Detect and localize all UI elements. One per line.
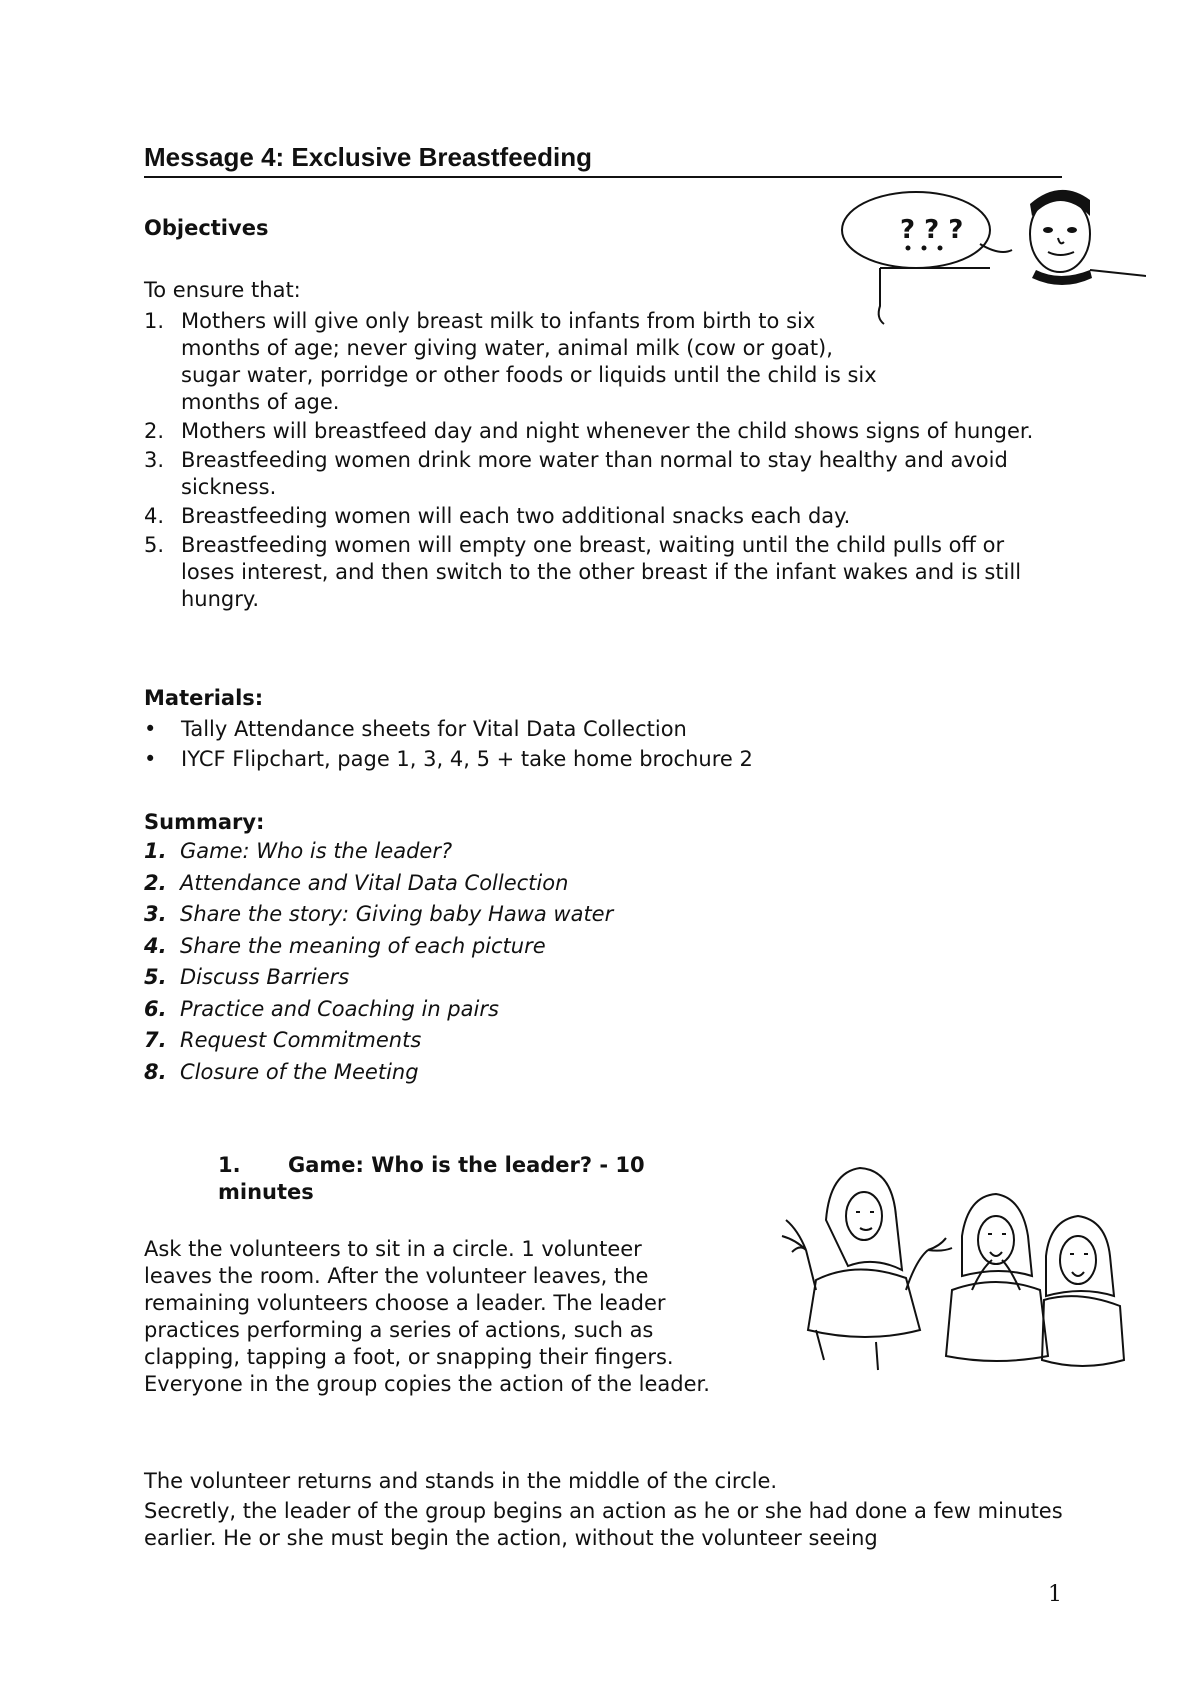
objectives-intro: To ensure that: <box>144 278 301 302</box>
summary-item: 6. Practice and Coaching in pairs <box>144 996 499 1021</box>
objectives-list <box>144 308 1064 615</box>
summary-item: 1. Game: Who is the leader? <box>144 839 453 863</box>
section-paragraph: The volunteer returns and stands in the middle of the circle. <box>144 1469 778 1493</box>
section-heading <box>218 1152 688 1206</box>
summary-item: 4. Share the meaning of each picture <box>144 933 546 958</box>
section-number: 1. <box>218 1153 241 1177</box>
objectives-heading: Objectives <box>144 216 269 240</box>
objective-text: Breastfeeding women will each two additional snacks each day. <box>181 504 851 528</box>
bullet-icon: • <box>144 717 157 741</box>
bullet-icon: • <box>144 747 157 771</box>
objective-text: Breastfeeding women drink more water than normal to stay healthy and avoid sickness. <box>181 448 1008 499</box>
materials-heading: Materials: <box>144 686 264 710</box>
objective-item: 4. Breastfeeding women will each two additional snacks each day. <box>144 504 851 528</box>
section-paragraph: Ask the volunteers to sit in a circle. 1 volunteer leaves the room. After the volunteer leaves, the remaining volunteers choose a leader. The leader practices performing a series of actions, such as clapping, tapping a foot, or snapping their fingers. Everyone in the group copies the action of the leader. <box>144 1237 710 1396</box>
summary-item: 2. Attendance and Vital Data Collection <box>144 870 569 895</box>
summary-item: 3. Share the story: Giving baby Hawa water <box>144 902 614 926</box>
materials-list <box>144 714 1064 774</box>
objective-text: Mothers will give only breast milk to infants from birth to six months of age; never giving water, animal milk (cow or goat), sugar water, porridge or other foods or liquids until the child is six months of age. <box>181 309 877 414</box>
objective-item: 3. Breastfeeding women drink more water than normal to stay healthy and avoid sickness. <box>144 448 1008 499</box>
page-title: Message 4: Exclusive Breastfeeding <box>144 141 1062 178</box>
section-title: Game: Who is the leader? - 10 minutes <box>218 1153 645 1204</box>
objective-text: Mothers will breastfeed day and night whenever the child shows signs of hunger. <box>181 419 1034 443</box>
summary-item: 7. Request Commitments <box>144 1028 422 1052</box>
summary-item: 5. Discuss Barriers <box>144 965 350 989</box>
summary-heading: Summary: <box>144 810 265 834</box>
section-paragraph: Secretly, the leader of the group begins an action as he or she had done a few minutes earlier. He or she must begin the action, without the volunteer seeing <box>144 1499 1063 1550</box>
group-of-women-illustration <box>756 1160 1126 1382</box>
materials-item: • IYCF Flipchart, page 1, 3, 4, 5 + take home brochure 2 <box>144 744 1064 774</box>
objective-item: 1. Mothers will give only breast milk to infants from birth to six months of age; never giving water, animal milk (cow or goat), sugar water, porridge or other foods or liquids until the child is six months of age. <box>144 309 877 414</box>
page-number: 1 <box>1048 1582 1062 1607</box>
svg-text:? ? ?: ? ? ? <box>900 215 964 245</box>
objective-item: 2. Mothers will breastfeed day and night whenever the child shows signs of hunger. <box>144 419 1034 443</box>
summary-list <box>144 836 944 1088</box>
objective-item: 5. Breastfeeding women will empty one breast, waiting until the child pulls off or loses interest, and then switch to the other breast if the infant wakes and is still hungry. <box>144 533 1022 611</box>
materials-item: • Tally Attendance sheets for Vital Data Collection <box>144 714 1064 744</box>
objective-text: Breastfeeding women will empty one breast, waiting until the child pulls off or loses interest, and then switch to the other breast if the infant wakes and is still hungry. <box>181 533 1022 611</box>
summary-item: 8. Closure of the Meeting <box>144 1059 419 1084</box>
